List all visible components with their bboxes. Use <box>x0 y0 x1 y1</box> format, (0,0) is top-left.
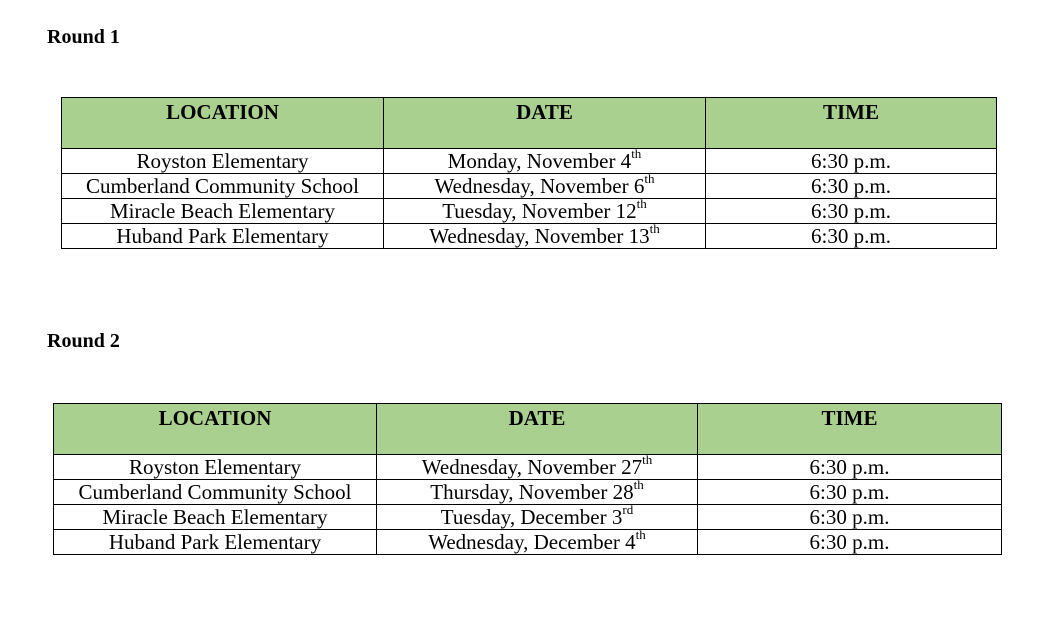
column-header-location: LOCATION <box>54 404 377 455</box>
time-cell: 6:30 p.m. <box>706 174 997 199</box>
date-suffix: th <box>636 196 647 211</box>
time-cell: 6:30 p.m. <box>706 149 997 174</box>
time-cell: 6:30 p.m. <box>698 505 1002 530</box>
date-suffix: rd <box>622 502 634 517</box>
date-suffix: th <box>635 527 646 542</box>
time-cell: 6:30 p.m. <box>706 199 997 224</box>
time-cell: 6:30 p.m. <box>698 480 1002 505</box>
table-row <box>54 505 1002 530</box>
round-2-schedule-table <box>53 403 1002 555</box>
table-row <box>54 530 1002 555</box>
date-cell <box>377 477 698 505</box>
date-cell <box>384 171 706 199</box>
table-row <box>62 174 997 199</box>
table-row <box>54 455 1002 480</box>
time-cell: 6:30 p.m. <box>698 530 1002 555</box>
date-cell <box>377 452 698 480</box>
table-row <box>62 149 997 174</box>
location-cell: Huband Park Elementary <box>62 224 384 249</box>
location-cell: Royston Elementary <box>62 149 384 174</box>
column-header-location: LOCATION <box>62 98 384 149</box>
date-suffix: th <box>631 146 642 161</box>
date-cell <box>377 502 698 530</box>
date-cell <box>384 146 706 174</box>
date-text: Wednesday, November 13 <box>429 224 650 248</box>
location-cell: Royston Elementary <box>54 455 377 480</box>
date-text: Tuesday, December 3 <box>440 505 623 529</box>
date-cell <box>377 527 698 555</box>
column-header-time: TIME <box>698 404 1002 455</box>
column-header-time: TIME <box>706 98 997 149</box>
table-header-row <box>54 404 1002 455</box>
date-suffix: th <box>642 452 653 467</box>
date-text: Tuesday, November 12 <box>442 199 637 223</box>
table-row <box>62 199 997 224</box>
location-cell: Huband Park Elementary <box>54 530 377 555</box>
table-row <box>54 480 1002 505</box>
time-cell: 6:30 p.m. <box>698 455 1002 480</box>
date-text: Wednesday, December 4 <box>428 530 636 554</box>
table-header-row <box>62 98 997 149</box>
date-cell <box>384 196 706 224</box>
date-suffix: th <box>649 221 660 236</box>
location-cell: Cumberland Community School <box>62 174 384 199</box>
date-text: Monday, November 4 <box>447 149 632 173</box>
column-header-date: DATE <box>377 404 698 455</box>
round-1-schedule-table <box>61 97 997 249</box>
table-row <box>62 224 997 249</box>
location-cell: Cumberland Community School <box>54 480 377 505</box>
date-suffix: th <box>633 477 644 492</box>
date-text: Thursday, November 28 <box>430 480 634 504</box>
time-cell: 6:30 p.m. <box>706 224 997 249</box>
location-cell: Miracle Beach Elementary <box>54 505 377 530</box>
date-text: Wednesday, November 27 <box>421 455 643 479</box>
location-cell: Miracle Beach Elementary <box>62 199 384 224</box>
date-text: Wednesday, November 6 <box>434 174 645 198</box>
date-cell <box>384 221 706 249</box>
round-1-heading: Round 1 <box>47 26 120 48</box>
date-suffix: th <box>644 171 655 186</box>
column-header-date: DATE <box>384 98 706 149</box>
round-2-heading: Round 2 <box>47 330 120 352</box>
